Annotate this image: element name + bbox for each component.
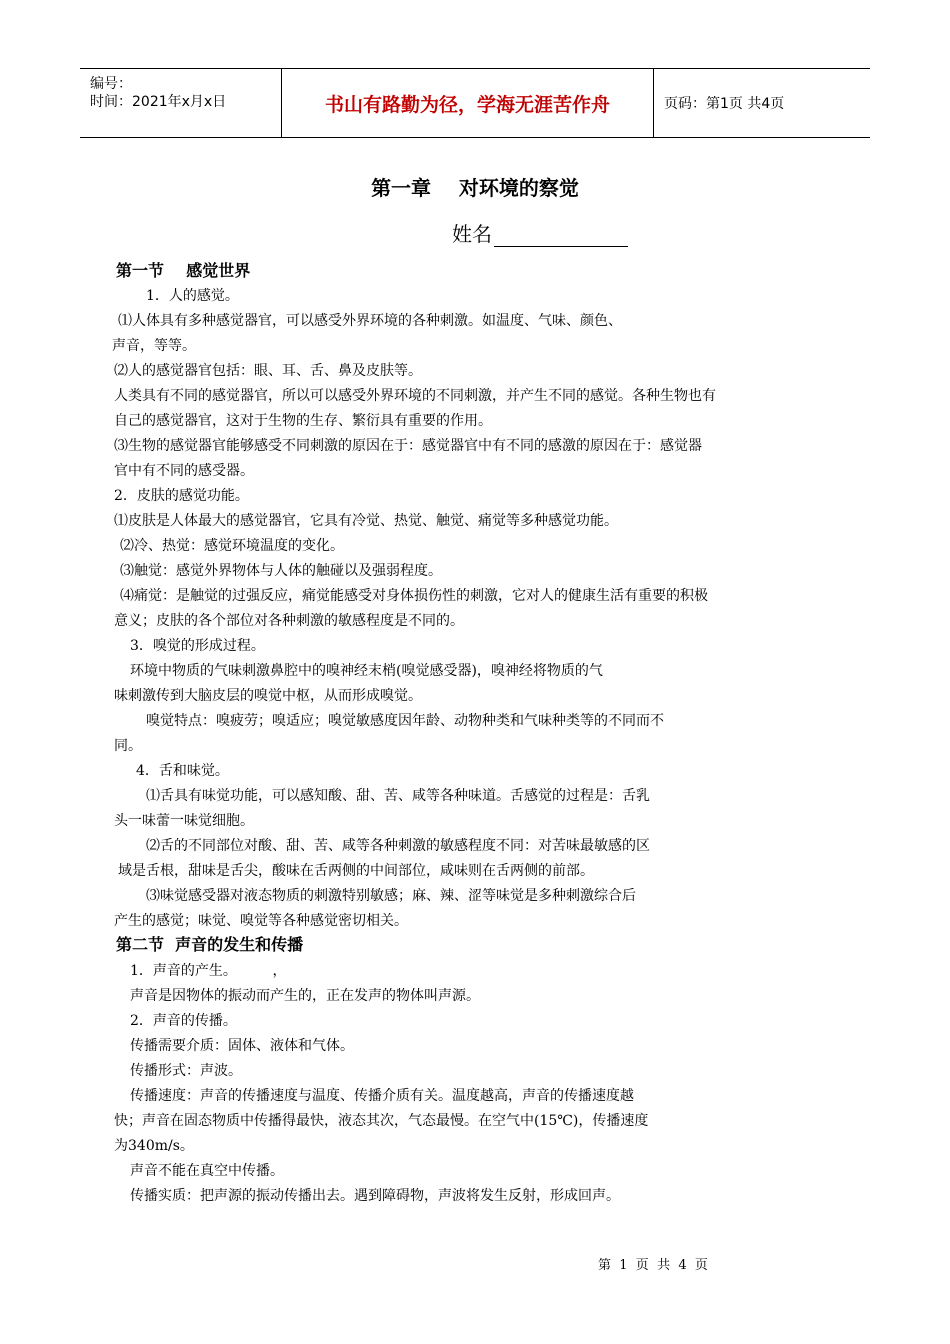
- text-line: 1．人的感觉。: [146, 288, 239, 304]
- text-line: 2．声音的传播。: [130, 1013, 237, 1029]
- text-line: ⑴皮肤是人体最大的感觉器官，它具有冷觉、热觉、触觉、痛觉等多种感觉功能。: [114, 513, 618, 529]
- chapter-title: 第一章 对环境的察觉: [371, 176, 579, 200]
- text-line: 1．声音的产生。 ，: [130, 963, 287, 979]
- name-field: [452, 218, 628, 247]
- text-line: 官中有不同的感受器。: [114, 463, 254, 479]
- text-line: 头一味蕾一味觉细胞。: [114, 813, 254, 829]
- text-line: ⑶生物的感觉器官能够感受不同刺激的原因在于：感觉器官中有不同的感激的原因在于：感觉器: [114, 438, 702, 454]
- text-line: 域是舌根，甜味是舌尖，酸味在舌两侧的中间部位，咸味则在舌两侧的前部。: [118, 863, 594, 879]
- text-line: ⑵人的感觉器官包括：眼、耳、舌、鼻及皮肤等。: [114, 363, 422, 379]
- text-line: 味刺激传到大脑皮层的嗅觉中枢，从而形成嗅觉。: [114, 688, 422, 704]
- section-2-title: 第二节 声音的发生和传播: [116, 935, 304, 954]
- text-line: ⑶触觉：感觉外界物体与人体的触碰以及强弱程度。: [120, 563, 442, 579]
- serial-label: 编号：: [90, 76, 132, 92]
- text-line: 环境中物质的气味刺激鼻腔中的嗅神经末梢(嗅觉感受器)，嗅神经将物质的气: [130, 663, 603, 679]
- text-line: ⑴人体具有多种感觉器官，可以感受外界环境的各种刺激。如温度、气味、颜色、: [118, 313, 622, 329]
- text-line: 嗅觉特点：嗅疲劳；嗅适应；嗅觉敏感度因年龄、动物种类和气味种类等的不同而不: [146, 713, 664, 729]
- text-line: ⑵冷、热觉：感觉环境温度的变化。: [120, 538, 344, 554]
- text-line: ⑶味觉感受器对液态物质的刺激特别敏感；麻、辣、涩等味觉是多种刺激综合后: [146, 888, 636, 904]
- text-line: 同。: [114, 738, 142, 754]
- text-line: 产生的感觉；味觉、嗅觉等各种感觉密切相关。: [114, 913, 408, 929]
- text-line: 人类具有不同的感觉器官，所以可以感受外界环境的不同刺激，并产生不同的感觉。各种生物也有: [114, 388, 716, 404]
- section-1-title: 第一节 感觉世界: [116, 261, 251, 280]
- text-line: 声音是因物体的振动而产生的，正在发声的物体叫声源。: [130, 988, 480, 1004]
- text-line: ⑵舌的不同部位对酸、甜、苦、咸等各种刺激的敏感程度不同：对苦味最敏感的区: [146, 838, 650, 854]
- text-line: 4．舌和味觉。: [136, 763, 229, 779]
- text-line: 2．皮肤的感觉功能。: [114, 488, 249, 504]
- text-line: 为340m/s。: [114, 1138, 194, 1154]
- name-label: 姓名: [452, 222, 492, 246]
- text-line: 快；声音在固态物质中传播得最快，液态其次，气态最慢。在空气中(15℃)，传播速度: [114, 1113, 649, 1129]
- text-line: ⑴舌具有味觉功能，可以感知酸、甜、苦、咸等各种味道。舌感觉的过程是：舌乳: [146, 788, 650, 804]
- document-header: [80, 68, 870, 138]
- date-label: 时间：2021年x月x日: [90, 94, 227, 110]
- header-meta: [80, 69, 282, 137]
- text-line: 声音，等等。: [112, 338, 196, 354]
- name-blank-line: [494, 224, 628, 247]
- header-motto: 书山有路勤为径，学海无涯苦作舟: [282, 69, 654, 137]
- text-line: ⑷痛觉：是触觉的过强反应，痛觉能感受对身体损伤性的刺激，它对人的健康生活有重要的积极: [120, 588, 708, 604]
- text-line: 声音不能在真空中传播。: [130, 1163, 284, 1179]
- text-line: 传播速度：声音的传播速度与温度、传播介质有关。温度越高，声音的传播速度越: [130, 1088, 634, 1104]
- text-line: 传播形式：声波。: [130, 1063, 242, 1079]
- text-line: 传播需要介质：固体、液体和气体。: [130, 1038, 354, 1054]
- page-footer: 第 1 页 共 4 页: [598, 1258, 708, 1273]
- text-line: 3．嗅觉的形成过程。: [130, 638, 265, 654]
- text-line: 意义；皮肤的各个部位对各种刺激的敏感程度是不同的。: [114, 613, 464, 629]
- text-line: 自己的感觉器官，这对于生物的生存、繁衍具有重要的作用。: [114, 413, 492, 429]
- text-line: 传播实质：把声源的振动传播出去。遇到障碍物，声波将发生反射，形成回声。: [130, 1188, 620, 1204]
- header-page-info: 页码：第1页 共4页: [664, 96, 785, 112]
